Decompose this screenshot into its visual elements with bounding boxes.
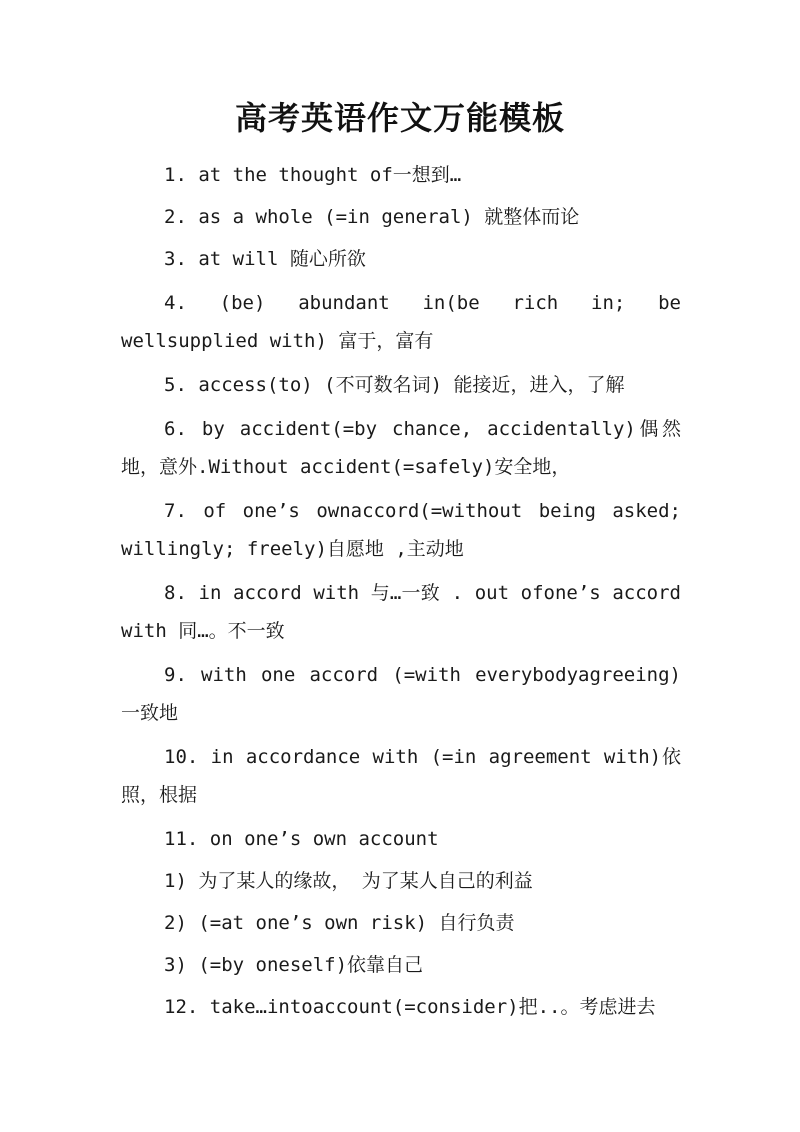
paragraph-8: 8. in accord with 与…一致 . out ofone’s accord with 同…。不一致: [121, 582, 681, 642]
paragraph-5: 5. access(to) (不可数名词) 能接近，进入，了解: [164, 374, 625, 396]
paragraph-6: 6. by accident(=by chance, accidentally)偶然地，意外.Without accident(=safely)安全地，: [121, 418, 681, 478]
paragraph-10: 10. in accordance with (=in agreement with)依照，根据: [121, 746, 681, 806]
paragraph-3: 3. at will 随心所欲: [164, 248, 366, 270]
paragraph-7: 7. of one’s ownaccord(=without being asked; willingly; freely)自愿地 ,主动地: [121, 500, 681, 560]
paragraph-2: 2. as a whole (=in general) 就整体而论: [164, 206, 580, 228]
document-title: 高考英语作文万能模板: [234, 99, 565, 137]
paragraph-14: 3) (=by oneself)依靠自己: [164, 954, 424, 976]
document-body: [121, 156, 681, 1030]
paragraph-4: 4. (be) abundant in(be rich in; be wellsupplied with) 富于，富有: [121, 292, 681, 352]
paragraph-12: 1) 为了某人的缘故， 为了某人自己的利益: [164, 870, 533, 892]
paragraph-1: 1. at the thought of一想到…: [164, 164, 462, 186]
paragraph-9: 9. with one accord (=with everybodyagreeing)一致地: [121, 664, 681, 724]
paragraph-13: 2) (=at one’s own risk) 自行负责: [164, 912, 515, 934]
paragraph-15: 12. take…intoaccount(=consider)把..。考虑进去: [164, 996, 656, 1018]
paragraph-11: 11. on one’s own account: [164, 828, 439, 850]
